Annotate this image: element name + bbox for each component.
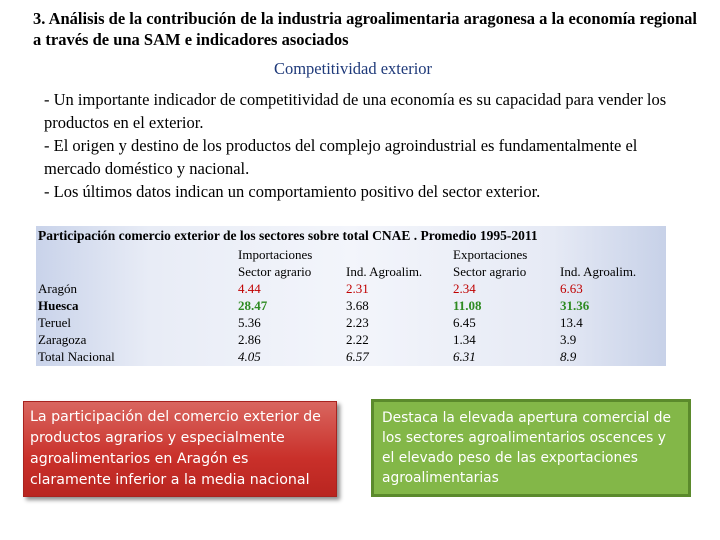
- table-cell: 31.36: [560, 298, 590, 313]
- col-header: Sector agrario: [238, 264, 312, 279]
- row-label-teruel: Teruel: [38, 315, 72, 330]
- table-cell: 1.34: [453, 332, 476, 347]
- col-header: Ind. Agroalim.: [560, 264, 637, 279]
- table-cell: 6.63: [560, 281, 583, 296]
- col-header: Ind. Agroalim.: [346, 264, 423, 279]
- row-label-total-nacional: Total Nacional: [38, 349, 115, 364]
- section-subtitle: Competitividad exterior: [273, 59, 433, 78]
- trade-participation-table: [36, 226, 666, 366]
- row-label-zaragoza: Zaragoza: [38, 332, 87, 347]
- col-header: Sector agrario: [453, 264, 527, 279]
- table-cell: 8.9: [560, 349, 577, 364]
- table-cell: 5.36: [238, 315, 261, 330]
- group-header-imports: Importaciones: [238, 247, 313, 262]
- green-callout-box: Destaca la elevada apertura comercial de los sectores agroalimentarios oscences y el elevado peso de las exportaciones agroalimentarias: [371, 399, 691, 497]
- table-cell: 2.86: [238, 332, 261, 347]
- bullet-item: - Los últimos datos indican un comportamiento positivo del sector exterior.: [44, 182, 541, 201]
- row-label-aragon: Aragón: [38, 281, 77, 296]
- table-cell: 6.57: [346, 349, 369, 364]
- table-cell: 2.23: [346, 315, 369, 330]
- table-cell: 2.22: [346, 332, 369, 347]
- bullet-list: [44, 88, 684, 203]
- table-cell: 2.31: [346, 281, 369, 296]
- table-cell: 4.05: [238, 349, 261, 364]
- table-caption: Participación comercio exterior de los sectores sobre total CNAE . Promedio 1995-2011: [38, 228, 538, 243]
- table-cell: 3.9: [560, 332, 577, 347]
- bullet-item: - Un importante indicador de competitividad de una economía es su capacidad para vender los productos en el exterior.: [44, 90, 667, 132]
- table-cell: 3.68: [346, 298, 369, 313]
- group-header-exports: Exportaciones: [453, 247, 528, 262]
- row-label-huesca: Huesca: [38, 298, 79, 313]
- table-cell: 6.45: [453, 315, 476, 330]
- slide-title: 3. Análisis de la contribución de la industria agroalimentaria aragonesa a la economía regional a través de una SAM e indicadores asociados: [33, 9, 697, 49]
- table-cell: 4.44: [238, 281, 261, 296]
- table-cell: 6.31: [453, 349, 476, 364]
- table-cell: 2.34: [453, 281, 476, 296]
- red-callout-box: La participación del comercio exterior de productos agrarios y especialmente agroalimentarios en Aragón es claramente inferior a la media nacional: [23, 401, 337, 497]
- bullet-item: - El origen y destino de los productos del complejo agroindustrial es fundamentalmente el mercado doméstico y nacional.: [44, 136, 638, 178]
- table-cell: 11.08: [453, 298, 482, 313]
- table-cell: 13.4: [560, 315, 583, 330]
- table-cell: 28.47: [238, 298, 268, 313]
